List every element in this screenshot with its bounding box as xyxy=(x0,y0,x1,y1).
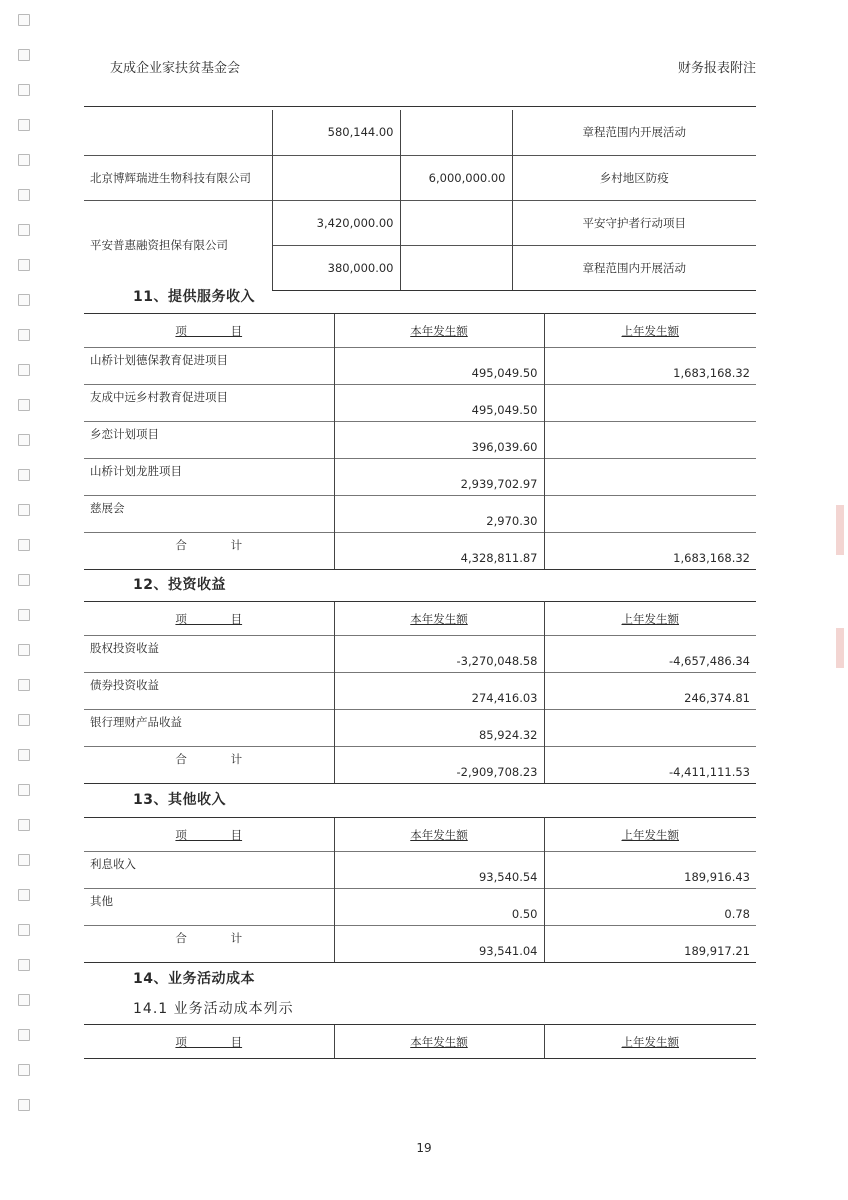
section-12-title: 12、投资收益 xyxy=(133,577,226,593)
table-header-row xyxy=(84,1025,756,1059)
other-income-table xyxy=(84,817,756,963)
table-header-row xyxy=(84,602,756,636)
current-amount: 495,049.50 xyxy=(334,348,544,385)
column-header-current: 本年发生额 xyxy=(410,611,468,626)
current-amount: 580,144.00 xyxy=(272,110,400,155)
item-name: 乡恋计划项目 xyxy=(84,422,334,459)
table-row xyxy=(84,852,756,889)
activity-cost-table xyxy=(84,1024,756,1059)
purpose: 章程范围内开展活动 xyxy=(582,125,686,140)
total-label: 合 计 xyxy=(175,538,243,552)
page-number: 19 xyxy=(416,1141,432,1155)
prior-amount xyxy=(400,245,512,290)
header-rule xyxy=(84,106,756,107)
prior-amount: 6,000,000.00 xyxy=(400,155,512,200)
total-row xyxy=(84,926,756,963)
prior-amount xyxy=(544,422,756,459)
column-header-item: 项 目 xyxy=(175,611,243,626)
current-amount: 274,416.03 xyxy=(334,673,544,710)
current-amount: 495,049.50 xyxy=(334,385,544,422)
purpose: 章程范围内开展活动 xyxy=(512,245,756,290)
item-name: 股权投资收益 xyxy=(84,636,334,673)
table-row xyxy=(84,155,756,200)
column-header-current: 本年发生额 xyxy=(410,323,468,338)
prior-amount xyxy=(544,385,756,422)
donor-name: 北京博辉瑞进生物科技有限公司 xyxy=(84,155,272,200)
prior-amount xyxy=(544,496,756,533)
current-amount: 3,420,000.00 xyxy=(272,200,400,245)
section-11-title: 11、提供服务收入 xyxy=(133,289,255,305)
item-name: 山桥计划龙胜项目 xyxy=(84,459,334,496)
column-header-item: 项 目 xyxy=(175,323,243,338)
total-prior: 189,917.21 xyxy=(544,926,756,963)
purpose: 平安守护者行动项目 xyxy=(512,200,756,245)
purpose: 乡村地区防疫 xyxy=(512,155,756,200)
prior-amount xyxy=(544,459,756,496)
total-prior: 1,683,168.32 xyxy=(544,533,756,570)
current-amount xyxy=(272,155,400,200)
column-header-current: 本年发生额 xyxy=(410,827,468,842)
item-name: 山桥计划德保教育促进项目 xyxy=(84,348,334,385)
donation-continuation-table xyxy=(84,110,756,291)
header-document-title: 财务报表附注 xyxy=(677,61,756,76)
column-header-item: 项 目 xyxy=(175,1034,243,1049)
donor-name xyxy=(84,110,272,155)
table-header-row xyxy=(84,314,756,348)
table-row xyxy=(84,422,756,459)
prior-amount xyxy=(544,710,756,747)
table-row xyxy=(84,348,756,385)
current-amount: 0.50 xyxy=(334,889,544,926)
section-14-1-subtitle: 14.1 业务活动成本列示 xyxy=(133,1001,294,1017)
prior-amount xyxy=(400,200,512,245)
donor-name: 平安普惠融资担保有限公司 xyxy=(84,200,272,290)
current-amount: -3,270,048.58 xyxy=(334,636,544,673)
current-amount: 380,000.00 xyxy=(272,245,400,290)
total-label: 合 计 xyxy=(175,752,243,766)
prior-amount xyxy=(400,110,512,155)
total-row xyxy=(84,747,756,784)
table-row xyxy=(84,200,756,245)
total-prior: -4,411,111.53 xyxy=(544,747,756,784)
current-amount: 2,970.30 xyxy=(334,496,544,533)
item-name: 友成中远乡村教育促进项目 xyxy=(84,385,334,422)
column-header-item: 项 目 xyxy=(175,827,243,842)
seal-stamp-mark xyxy=(836,628,844,668)
item-name: 慈展会 xyxy=(84,496,334,533)
header-organization: 友成企业家扶贫基金会 xyxy=(110,61,241,76)
service-income-table xyxy=(84,313,756,570)
total-current: 93,541.04 xyxy=(334,926,544,963)
table-row xyxy=(84,673,756,710)
column-header-current: 本年发生额 xyxy=(410,1034,468,1049)
prior-amount: 1,683,168.32 xyxy=(544,348,756,385)
current-amount: 396,039.60 xyxy=(334,422,544,459)
section-13-title: 13、其他收入 xyxy=(133,792,226,808)
table-row xyxy=(84,110,756,155)
item-name: 债券投资收益 xyxy=(84,673,334,710)
current-amount: 93,540.54 xyxy=(334,852,544,889)
prior-amount: 189,916.43 xyxy=(544,852,756,889)
seal-stamp-mark xyxy=(836,505,844,555)
section-14-title: 14、业务活动成本 xyxy=(133,971,255,987)
table-row xyxy=(84,636,756,673)
table-row xyxy=(84,710,756,747)
column-header-prior: 上年发生额 xyxy=(621,611,679,626)
investment-income-table xyxy=(84,601,756,784)
current-amount: 2,939,702.97 xyxy=(334,459,544,496)
prior-amount: 0.78 xyxy=(544,889,756,926)
column-header-prior: 上年发生额 xyxy=(621,323,679,338)
total-current: -2,909,708.23 xyxy=(334,747,544,784)
item-name: 利息收入 xyxy=(84,852,334,889)
table-row xyxy=(84,889,756,926)
table-header-row xyxy=(84,818,756,852)
total-current: 4,328,811.87 xyxy=(334,533,544,570)
binding-holes xyxy=(18,14,36,1134)
prior-amount: 246,374.81 xyxy=(544,673,756,710)
item-name: 银行理财产品收益 xyxy=(84,710,334,747)
total-label: 合 计 xyxy=(175,931,243,945)
column-header-prior: 上年发生额 xyxy=(621,827,679,842)
item-name: 其他 xyxy=(84,889,334,926)
current-amount: 85,924.32 xyxy=(334,710,544,747)
total-row xyxy=(84,533,756,570)
table-row xyxy=(84,385,756,422)
table-row xyxy=(84,496,756,533)
column-header-prior: 上年发生额 xyxy=(621,1034,679,1049)
table-row xyxy=(84,459,756,496)
prior-amount: -4,657,486.34 xyxy=(544,636,756,673)
